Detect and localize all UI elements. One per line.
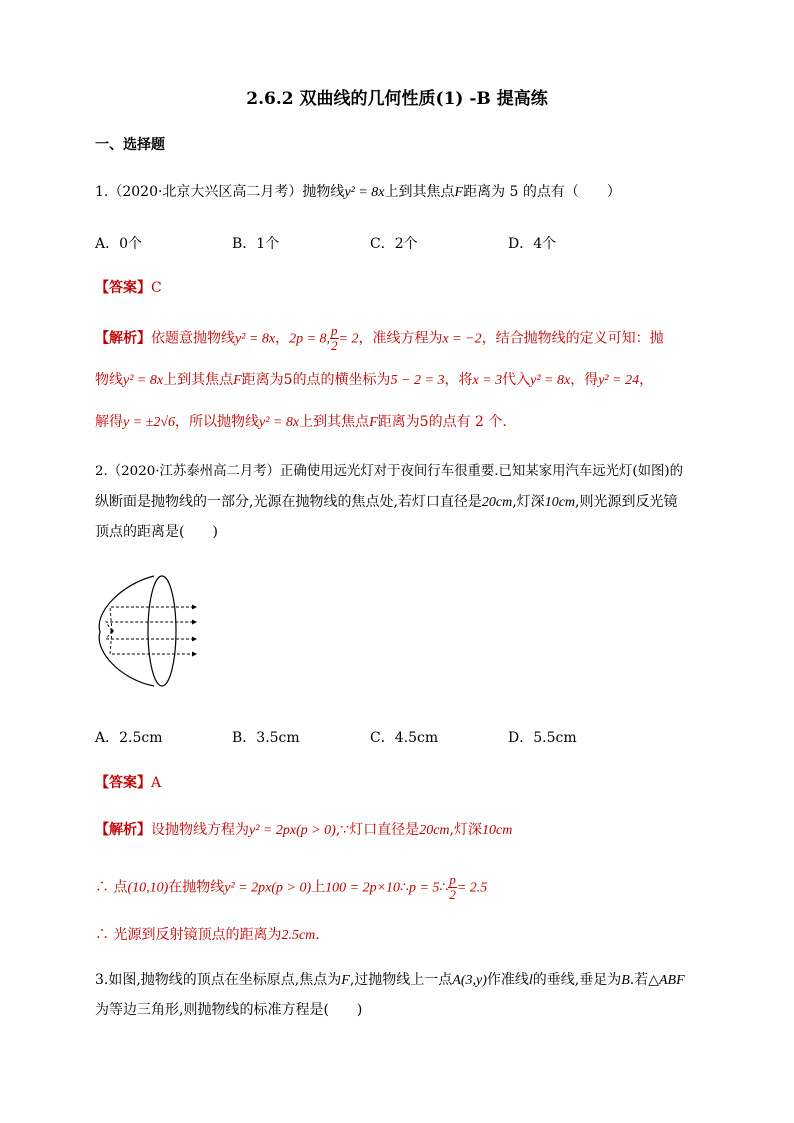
- ray-arrowheads: [192, 605, 197, 657]
- q2-option-d: D．5.5cm: [508, 730, 577, 746]
- q1-analysis-line1: 【解析】依题意抛物线y² = 8x，2p = 8, $\frac{p}{2}$ = 2，准线方程为x = −2，结合抛物线的定义可知：抛: [95, 323, 664, 353]
- q1-stem: 1.（2020·北京大兴区高二月考）抛物线y² = 8x上到其焦点F距离为 5 的点有（ ）: [95, 184, 621, 200]
- section-heading: 一、选择题: [95, 137, 165, 153]
- q2-option-c: C．4.5cm: [370, 730, 439, 746]
- q1-option-b: B．1个: [232, 236, 280, 252]
- q3-stem-line1: 3.如图,抛物线的顶点在坐标原点,焦点为F,过抛物线上一点A(3,y)作准线l的垂线,垂足为B.若△ABF: [95, 972, 685, 988]
- q1-analysis-line3: 解得y = ±2√6，所以抛物线y² = 8x上到其焦点F距离为5的点有 2 个.: [95, 414, 507, 430]
- headlight-figure: [92, 572, 204, 690]
- lamp-opening: [148, 576, 176, 686]
- q2-fraction: $\frac{p}{2}$: [449, 872, 456, 902]
- q1-analysis-line2: 物线y² = 8x上到其焦点F距离为5的点的横坐标为5 − 2 = 3，将x = 3代入y² = 8x，得y² = 24，: [95, 372, 654, 388]
- q2-stem-line2: 纵断面是抛物线的一部分,光源在抛物线的焦点处,若灯口直径是20cm,灯深10cm,则光源到反光镜: [95, 494, 678, 510]
- q2-analysis-line3: ∴ 光源到反射镜顶点的距离为2.5cm.: [95, 927, 320, 943]
- q2-stem-line3: 顶点的距离是( ): [95, 524, 218, 540]
- q2-analysis-line1: 【解析】设抛物线方程为y² = 2px(p > 0),∵灯口直径是20cm,灯深10cm: [95, 822, 513, 838]
- q1-answer: 【答案】C: [95, 280, 162, 296]
- paraboloid-outline: [99, 576, 154, 686]
- q1-option-a: A．0个: [95, 236, 143, 252]
- q2-stem-line1: 2.（2020·江苏泰州高二月考）正确使用远光灯对于夜间行车很重要.已知某家用汽车远光灯(如图)的: [95, 464, 684, 479]
- q1-option-d: D．4个: [508, 236, 557, 252]
- q2-answer: 【答案】A: [95, 775, 162, 791]
- q2-option-b: B．3.5cm: [232, 730, 300, 746]
- q2-analysis-line2: ∴ 点(10,10)在抛物线y² = 2px(p > 0)上100 = 2p×10∴p = 5∴ $\frac{p}{2}$ = 2.5: [95, 872, 488, 902]
- q1-option-c: C．2个: [370, 236, 418, 252]
- q2-option-a: A．2.5cm: [95, 730, 163, 746]
- page-title: 2.6.2 双曲线的几何性质(1) -B 提高练: [246, 89, 548, 109]
- q1-fraction: $\frac{p}{2}$: [331, 323, 338, 353]
- q3-stem-line2: 为等边三角形,则抛物线的标准方程是( ): [95, 1002, 363, 1018]
- light-source: [110, 629, 113, 632]
